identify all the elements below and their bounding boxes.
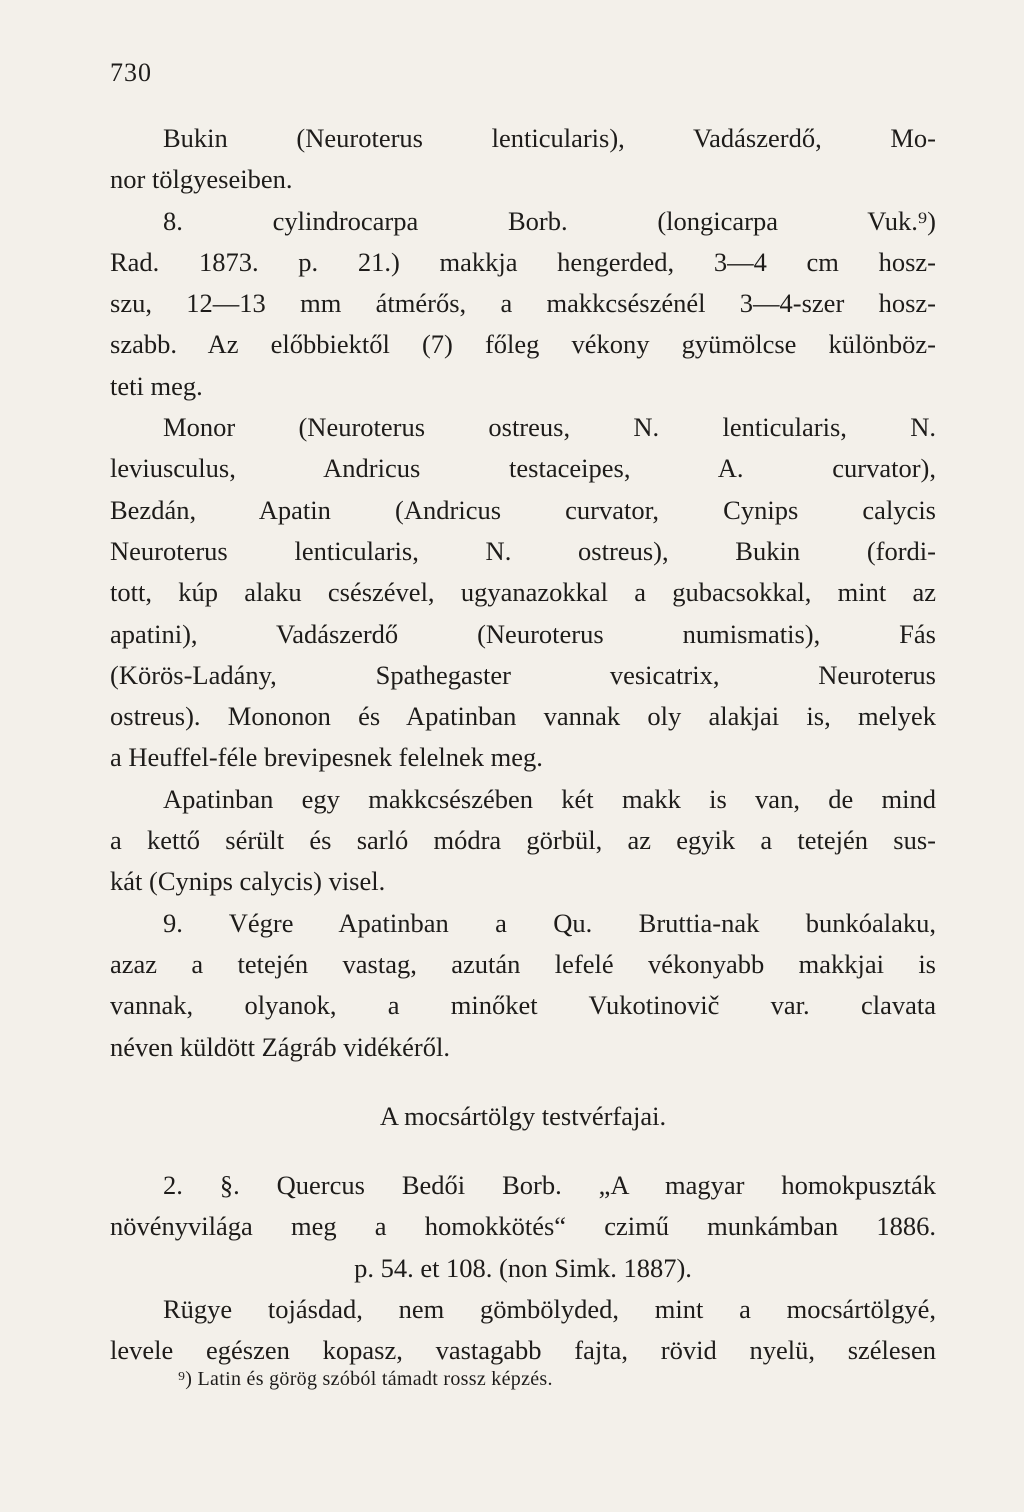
text-line: 2. §. Quercus Bedői Borb. „A magyar homokpuszták xyxy=(110,1170,936,1201)
spacer xyxy=(110,1068,936,1096)
text-line: ostreus). Mononon és Apatinban vannak oly alakjai is, melyek xyxy=(110,701,936,732)
text-line: Bezdán, Apatin (Andricus curvator, Cynips calycis xyxy=(110,494,936,525)
text-line: nor tölgyeseiben. xyxy=(110,164,293,195)
text-line: apatini), Vadászerdő (Neuroterus numismatis), Fás xyxy=(110,618,936,649)
page-number: 730 xyxy=(110,58,152,87)
text-line: 9. Végre Apatinban a Qu. Bruttia-nak bunkóalaku, xyxy=(110,907,936,938)
text-line: néven küldött Zágráb vidékéről. xyxy=(110,1031,450,1062)
text-line: Bukin (Neuroterus lenticularis), Vadászerdő, Mo- xyxy=(110,123,936,153)
text-line: leviusculus, Andricus testaceipes, A. curvator), xyxy=(110,453,936,484)
body-text xyxy=(110,118,936,1372)
text-line: 8. cylindrocarpa Borb. (longicarpa Vuk.⁹) xyxy=(110,205,936,236)
text-line: Rügye tojásdad, nem gömbölyded, mint a mocsártölgyé, xyxy=(110,1294,936,1325)
text-line: Rad. 1873. p. 21.) makkja hengerded, 3—4 cm hosz- xyxy=(110,246,936,277)
text-line: Neuroterus lenticularis, N. ostreus), Bukin (fordi- xyxy=(110,535,936,566)
footnote: ⁹) Latin és görög szóból támadt rossz képzés. xyxy=(178,1368,553,1390)
text-line: szu, 12—13 mm átmérős, a makkcsészénél 3—4-szer hosz- xyxy=(110,288,936,319)
text-line: kát (Cynips calycis) visel. xyxy=(110,866,386,897)
text-line: p. 54. et 108. (non Simk. 1887). xyxy=(354,1252,692,1283)
text-line: vannak, olyanok, a minőket Vukotinovič var. clavata xyxy=(110,990,936,1021)
text-line: azaz a tetején vastag, azután lefelé vékonyabb makkjai is xyxy=(110,948,936,979)
text-line: (Körös-Ladány, Spathegaster vesicatrix, Neuroterus xyxy=(110,659,936,690)
section-heading: A mocsártölgy testvérfajai. xyxy=(379,1100,667,1131)
text-line: a Heuffel-féle brevipesnek felelnek meg. xyxy=(110,742,543,773)
text-line: a kettő sérült és sarló módra görbül, az egyik a tetején sus- xyxy=(110,825,936,856)
text-line: levele egészen kopasz, vastagabb fajta, rövid nyelü, szélesen xyxy=(110,1335,936,1366)
text-line: szabb. Az előbbiektől (7) főleg vékony gyümölcse különböz- xyxy=(110,329,936,360)
text-line: Monor (Neuroterus ostreus, N. lenticularis, N. xyxy=(110,412,936,443)
text-line: Apatinban egy makkcsészében két makk is van, de mind xyxy=(110,783,936,814)
text-line: növényvilága meg a homokkötés“ czimű munkámban 1886. xyxy=(110,1211,936,1242)
spacer xyxy=(110,1137,936,1165)
text-line: teti meg. xyxy=(110,370,203,401)
text-line: tott, kúp alaku csészével, ugyanazokkal a gubacsokkal, mint az xyxy=(110,577,936,608)
